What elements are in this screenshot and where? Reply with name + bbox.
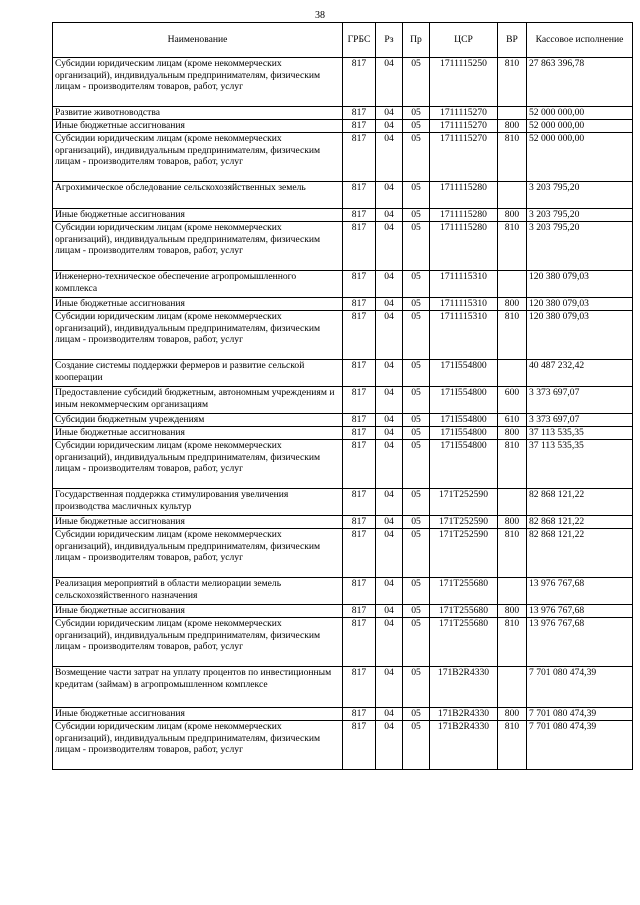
header-pr: Пр bbox=[403, 23, 430, 58]
table-header-row bbox=[53, 23, 633, 58]
cell-name: Субсидии бюджетным учреждениям bbox=[53, 414, 343, 427]
cell-csr: 1711115280 bbox=[430, 209, 498, 222]
cell-amount: 3 203 795,20 bbox=[527, 209, 633, 222]
cell-pr: 05 bbox=[403, 360, 430, 387]
cell-rz: 04 bbox=[376, 516, 403, 529]
cell-name: Субсидии юридическим лицам (кроме некоммерческих организаций), индивидуальным предпринимателям, физическим лицам - производителям товаров, работ, услуг bbox=[53, 529, 343, 578]
cell-grbs: 817 bbox=[343, 298, 376, 311]
cell-vr: 800 bbox=[498, 298, 527, 311]
cell-csr: 1711115310 bbox=[430, 311, 498, 360]
cell-amount: 13 976 767,68 bbox=[527, 605, 633, 618]
table-row bbox=[53, 721, 633, 770]
cell-rz: 04 bbox=[376, 120, 403, 133]
cell-vr: 810 bbox=[498, 618, 527, 667]
cell-rz: 04 bbox=[376, 440, 403, 489]
cell-vr: 800 bbox=[498, 516, 527, 529]
header-rz: Рз bbox=[376, 23, 403, 58]
table-row bbox=[53, 440, 633, 489]
cell-rz: 04 bbox=[376, 209, 403, 222]
table-row bbox=[53, 427, 633, 440]
cell-csr: 171I554800 bbox=[430, 440, 498, 489]
cell-grbs: 817 bbox=[343, 489, 376, 516]
cell-amount: 13 976 767,68 bbox=[527, 578, 633, 605]
cell-csr: 171T255680 bbox=[430, 578, 498, 605]
cell-pr: 05 bbox=[403, 667, 430, 708]
cell-csr: 1711115250 bbox=[430, 58, 498, 107]
table-row bbox=[53, 489, 633, 516]
cell-name: Иные бюджетные ассигнования bbox=[53, 120, 343, 133]
cell-pr: 05 bbox=[403, 222, 430, 271]
cell-grbs: 817 bbox=[343, 182, 376, 209]
cell-name: Иные бюджетные ассигнования bbox=[53, 516, 343, 529]
cell-grbs: 817 bbox=[343, 516, 376, 529]
table-body bbox=[53, 58, 633, 770]
table-row bbox=[53, 209, 633, 222]
table-row bbox=[53, 387, 633, 414]
cell-grbs: 817 bbox=[343, 360, 376, 387]
cell-csr: 171B2R4330 bbox=[430, 667, 498, 708]
cell-pr: 05 bbox=[403, 605, 430, 618]
cell-pr: 05 bbox=[403, 414, 430, 427]
cell-pr: 05 bbox=[403, 618, 430, 667]
cell-pr: 05 bbox=[403, 529, 430, 578]
table-row bbox=[53, 120, 633, 133]
cell-grbs: 817 bbox=[343, 618, 376, 667]
table-row bbox=[53, 516, 633, 529]
cell-grbs: 817 bbox=[343, 58, 376, 107]
cell-pr: 05 bbox=[403, 387, 430, 414]
cell-amount: 3 373 697,07 bbox=[527, 387, 633, 414]
cell-name: Иные бюджетные ассигнования bbox=[53, 427, 343, 440]
cell-pr: 05 bbox=[403, 311, 430, 360]
cell-vr: 800 bbox=[498, 708, 527, 721]
cell-rz: 04 bbox=[376, 182, 403, 209]
cell-rz: 04 bbox=[376, 529, 403, 578]
cell-vr: 810 bbox=[498, 222, 527, 271]
cell-name: Иные бюджетные ассигнования bbox=[53, 708, 343, 721]
cell-name: Иные бюджетные ассигнования bbox=[53, 298, 343, 311]
header-csr: ЦСР bbox=[430, 23, 498, 58]
cell-vr bbox=[498, 271, 527, 298]
cell-csr: 1711115270 bbox=[430, 133, 498, 182]
cell-amount: 7 701 080 474,39 bbox=[527, 721, 633, 770]
cell-vr: 810 bbox=[498, 58, 527, 107]
cell-amount: 37 113 535,35 bbox=[527, 427, 633, 440]
cell-vr: 800 bbox=[498, 605, 527, 618]
cell-amount: 120 380 079,03 bbox=[527, 311, 633, 360]
table-row bbox=[53, 311, 633, 360]
header-amount: Кассовое исполнение bbox=[527, 23, 633, 58]
cell-vr bbox=[498, 578, 527, 605]
page-number: 38 bbox=[315, 10, 325, 21]
cell-name: Агрохимическое обследование сельскохозяйственных земель bbox=[53, 182, 343, 209]
cell-name: Возмещение части затрат на уплату процентов по инвестиционным кредитам (займам) в агропромышленном комплексе bbox=[53, 667, 343, 708]
cell-vr bbox=[498, 360, 527, 387]
cell-rz: 04 bbox=[376, 387, 403, 414]
table-row bbox=[53, 107, 633, 120]
cell-name: Иные бюджетные ассигнования bbox=[53, 605, 343, 618]
cell-vr: 810 bbox=[498, 311, 527, 360]
table-row bbox=[53, 360, 633, 387]
cell-csr: 171I554800 bbox=[430, 387, 498, 414]
header-name: Наименование bbox=[53, 23, 343, 58]
cell-amount: 120 380 079,03 bbox=[527, 298, 633, 311]
cell-csr: 171I554800 bbox=[430, 360, 498, 387]
cell-grbs: 817 bbox=[343, 578, 376, 605]
cell-grbs: 817 bbox=[343, 427, 376, 440]
cell-amount: 13 976 767,68 bbox=[527, 618, 633, 667]
cell-vr: 800 bbox=[498, 209, 527, 222]
cell-csr: 1711115280 bbox=[430, 222, 498, 271]
cell-amount: 7 701 080 474,39 bbox=[527, 667, 633, 708]
cell-pr: 05 bbox=[403, 427, 430, 440]
cell-vr bbox=[498, 489, 527, 516]
cell-rz: 04 bbox=[376, 427, 403, 440]
table-row bbox=[53, 58, 633, 107]
cell-vr: 600 bbox=[498, 387, 527, 414]
cell-rz: 04 bbox=[376, 222, 403, 271]
table-row bbox=[53, 222, 633, 271]
cell-rz: 04 bbox=[376, 708, 403, 721]
cell-rz: 04 bbox=[376, 618, 403, 667]
cell-rz: 04 bbox=[376, 489, 403, 516]
cell-rz: 04 bbox=[376, 133, 403, 182]
cell-vr: 800 bbox=[498, 120, 527, 133]
cell-amount: 52 000 000,00 bbox=[527, 133, 633, 182]
cell-grbs: 817 bbox=[343, 271, 376, 298]
cell-amount: 52 000 000,00 bbox=[527, 107, 633, 120]
budget-table bbox=[52, 22, 633, 770]
cell-pr: 05 bbox=[403, 58, 430, 107]
table-row bbox=[53, 414, 633, 427]
cell-csr: 171T252590 bbox=[430, 516, 498, 529]
cell-name: Создание системы поддержки фермеров и развитие сельской кооперации bbox=[53, 360, 343, 387]
cell-amount: 3 373 697,07 bbox=[527, 414, 633, 427]
cell-csr: 171T255680 bbox=[430, 605, 498, 618]
cell-amount: 82 868 121,22 bbox=[527, 489, 633, 516]
cell-amount: 52 000 000,00 bbox=[527, 120, 633, 133]
cell-grbs: 817 bbox=[343, 120, 376, 133]
cell-pr: 05 bbox=[403, 298, 430, 311]
cell-pr: 05 bbox=[403, 209, 430, 222]
cell-vr: 810 bbox=[498, 440, 527, 489]
cell-csr: 171I554800 bbox=[430, 414, 498, 427]
cell-vr bbox=[498, 667, 527, 708]
table-row bbox=[53, 708, 633, 721]
cell-csr: 171I554800 bbox=[430, 427, 498, 440]
cell-grbs: 817 bbox=[343, 311, 376, 360]
cell-vr bbox=[498, 182, 527, 209]
table-row bbox=[53, 182, 633, 209]
cell-csr: 171B2R4330 bbox=[430, 708, 498, 721]
cell-rz: 04 bbox=[376, 667, 403, 708]
cell-grbs: 817 bbox=[343, 107, 376, 120]
cell-name: Субсидии юридическим лицам (кроме некоммерческих организаций), индивидуальным предпринимателям, физическим лицам - производителям товаров, работ, услуг bbox=[53, 311, 343, 360]
cell-name: Государственная поддержка стимулирования увеличения производства масличных культур bbox=[53, 489, 343, 516]
cell-rz: 04 bbox=[376, 271, 403, 298]
cell-name: Развитие животноводства bbox=[53, 107, 343, 120]
cell-pr: 05 bbox=[403, 721, 430, 770]
cell-csr: 171T255680 bbox=[430, 618, 498, 667]
table-row bbox=[53, 618, 633, 667]
cell-rz: 04 bbox=[376, 578, 403, 605]
cell-amount: 40 487 232,42 bbox=[527, 360, 633, 387]
cell-pr: 05 bbox=[403, 182, 430, 209]
cell-grbs: 817 bbox=[343, 133, 376, 182]
cell-name: Субсидии юридическим лицам (кроме некоммерческих организаций), индивидуальным предпринимателям, физическим лицам - производителям товаров, работ, услуг bbox=[53, 721, 343, 770]
cell-csr: 1711115280 bbox=[430, 182, 498, 209]
cell-name: Субсидии юридическим лицам (кроме некоммерческих организаций), индивидуальным предпринимателям, физическим лицам - производителям товаров, работ, услуг bbox=[53, 133, 343, 182]
cell-name: Иные бюджетные ассигнования bbox=[53, 209, 343, 222]
cell-pr: 05 bbox=[403, 708, 430, 721]
cell-grbs: 817 bbox=[343, 721, 376, 770]
cell-csr: 1711115270 bbox=[430, 120, 498, 133]
cell-pr: 05 bbox=[403, 107, 430, 120]
cell-name: Субсидии юридическим лицам (кроме некоммерческих организаций), индивидуальным предпринимателям, физическим лицам - производителям товаров, работ, услуг bbox=[53, 58, 343, 107]
table-row bbox=[53, 133, 633, 182]
header-grbs: ГРБС bbox=[343, 23, 376, 58]
table-row bbox=[53, 271, 633, 298]
cell-csr: 171T252590 bbox=[430, 529, 498, 578]
cell-rz: 04 bbox=[376, 298, 403, 311]
cell-csr: 171B2R4330 bbox=[430, 721, 498, 770]
cell-pr: 05 bbox=[403, 578, 430, 605]
cell-pr: 05 bbox=[403, 133, 430, 182]
cell-rz: 04 bbox=[376, 721, 403, 770]
cell-name: Субсидии юридическим лицам (кроме некоммерческих организаций), индивидуальным предпринимателям, физическим лицам - производителям товаров, работ, услуг bbox=[53, 618, 343, 667]
cell-grbs: 817 bbox=[343, 667, 376, 708]
cell-amount: 120 380 079,03 bbox=[527, 271, 633, 298]
cell-rz: 04 bbox=[376, 605, 403, 618]
table-row bbox=[53, 298, 633, 311]
cell-pr: 05 bbox=[403, 489, 430, 516]
cell-grbs: 817 bbox=[343, 708, 376, 721]
cell-amount: 7 701 080 474,39 bbox=[527, 708, 633, 721]
cell-grbs: 817 bbox=[343, 605, 376, 618]
table-row bbox=[53, 578, 633, 605]
cell-vr: 800 bbox=[498, 427, 527, 440]
cell-grbs: 817 bbox=[343, 440, 376, 489]
cell-name: Инженерно-техническое обеспечение агропромышленного комплекса bbox=[53, 271, 343, 298]
cell-vr: 810 bbox=[498, 721, 527, 770]
cell-grbs: 817 bbox=[343, 222, 376, 271]
table-row bbox=[53, 529, 633, 578]
cell-name: Реализация мероприятий в области мелиорации земель сельскохозяйственного назначения bbox=[53, 578, 343, 605]
cell-pr: 05 bbox=[403, 120, 430, 133]
cell-csr: 1711115310 bbox=[430, 271, 498, 298]
header-vr: ВР bbox=[498, 23, 527, 58]
table-row bbox=[53, 667, 633, 708]
cell-rz: 04 bbox=[376, 107, 403, 120]
cell-vr bbox=[498, 107, 527, 120]
cell-vr: 610 bbox=[498, 414, 527, 427]
cell-grbs: 817 bbox=[343, 414, 376, 427]
cell-amount: 27 863 396,78 bbox=[527, 58, 633, 107]
cell-amount: 82 868 121,22 bbox=[527, 529, 633, 578]
cell-amount: 37 113 535,35 bbox=[527, 440, 633, 489]
cell-pr: 05 bbox=[403, 271, 430, 298]
cell-vr: 810 bbox=[498, 529, 527, 578]
cell-name: Субсидии юридическим лицам (кроме некоммерческих организаций), индивидуальным предпринимателям, физическим лицам - производителям товаров, работ, услуг bbox=[53, 222, 343, 271]
cell-csr: 1711115310 bbox=[430, 298, 498, 311]
cell-vr: 810 bbox=[498, 133, 527, 182]
cell-amount: 3 203 795,20 bbox=[527, 222, 633, 271]
cell-rz: 04 bbox=[376, 58, 403, 107]
cell-pr: 05 bbox=[403, 440, 430, 489]
cell-rz: 04 bbox=[376, 360, 403, 387]
cell-rz: 04 bbox=[376, 311, 403, 360]
cell-name: Предоставление субсидий бюджетным, автономным учреждениям и иным некоммерческим организациям bbox=[53, 387, 343, 414]
cell-grbs: 817 bbox=[343, 529, 376, 578]
cell-pr: 05 bbox=[403, 516, 430, 529]
cell-csr: 1711115270 bbox=[430, 107, 498, 120]
cell-rz: 04 bbox=[376, 414, 403, 427]
cell-grbs: 817 bbox=[343, 209, 376, 222]
cell-grbs: 817 bbox=[343, 387, 376, 414]
table-row bbox=[53, 605, 633, 618]
cell-amount: 82 868 121,22 bbox=[527, 516, 633, 529]
cell-amount: 3 203 795,20 bbox=[527, 182, 633, 209]
cell-csr: 171T252590 bbox=[430, 489, 498, 516]
cell-name: Субсидии юридическим лицам (кроме некоммерческих организаций), индивидуальным предпринимателям, физическим лицам - производителям товаров, работ, услуг bbox=[53, 440, 343, 489]
